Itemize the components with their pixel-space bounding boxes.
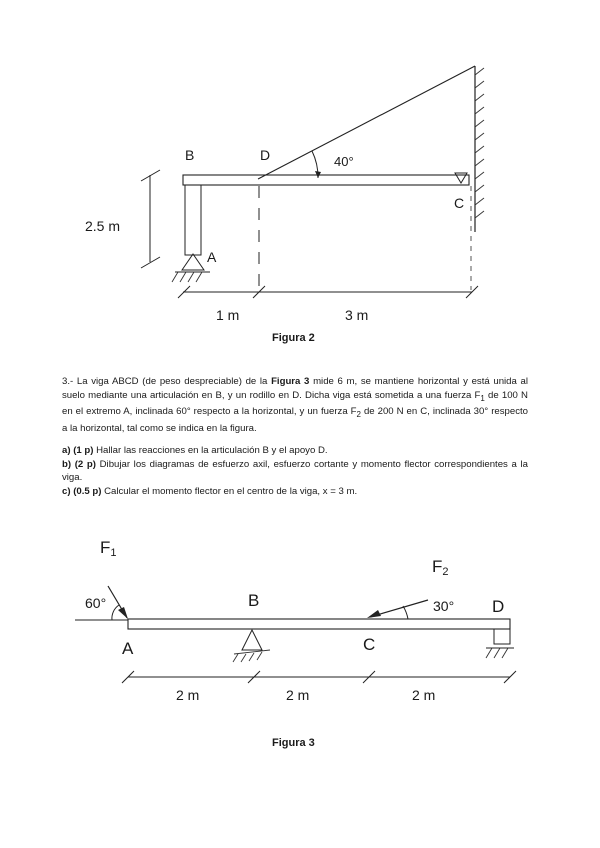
label-dim-cd: 2 m	[412, 687, 436, 703]
label-f1: F1	[100, 538, 117, 559]
angle-arc-30	[403, 606, 408, 619]
label-height: 2.5 m	[85, 218, 121, 234]
label-a: A	[207, 249, 217, 265]
column-ab	[185, 185, 201, 255]
label-dim-bc: 2 m	[286, 687, 310, 703]
label-f2: F2	[432, 557, 449, 578]
label-b: B	[185, 147, 195, 163]
ground-hatching-b	[233, 650, 270, 662]
cable	[258, 66, 475, 179]
support-a	[182, 254, 204, 270]
ground-hatching-a	[172, 272, 202, 282]
label-angle-60: 60°	[85, 595, 107, 611]
label-angle-30: 30°	[433, 598, 455, 614]
beam-abcd	[128, 619, 510, 629]
label-b: B	[248, 591, 260, 610]
wall-hatching	[475, 68, 484, 218]
figure-3-diagram	[0, 520, 600, 848]
question-c: c) (0.5 p) Calcular el momento flector en el centro de la viga, x = 3 m.	[62, 485, 358, 497]
ground-hatching-d	[486, 648, 508, 658]
support-d	[494, 629, 510, 644]
label-dim-3m: 3 m	[345, 307, 369, 323]
beam-bd	[183, 175, 469, 185]
label-a: A	[122, 639, 134, 658]
angle-arc-60	[112, 605, 119, 620]
label-angle-40: 40°	[334, 154, 354, 169]
label-dim-1m: 1 m	[216, 307, 240, 323]
figure-3-caption: Figura 3	[272, 737, 315, 749]
support-b	[242, 630, 262, 650]
label-d: D	[492, 597, 505, 616]
problem-statement	[62, 375, 528, 499]
label-d: D	[260, 147, 271, 163]
label-dim-ab: 2 m	[176, 687, 200, 703]
problem-intro: 3.- La viga ABCD (de peso despreciable) de la Figura 3 mide 6 m, se mantiene horizontal y está unida al suelo mediante una articulación en B, y un rodillo en D. Dicha viga está sometida a una fuerza $F_1$ de 100 N en el extremo A, inclinada 60° respecto a la horizontal, y un fuerza $F_2$ de 200 N en C, inclinada 30° respecto a la horizontal, tal como se indica en la figura.	[62, 376, 528, 434]
label-c: C	[363, 635, 376, 654]
question-b: b) (2 p) Dibujar los diagramas de esfuerzo axil, esfuerzo cortante y momento flector correspondientes a la viga.	[62, 458, 528, 484]
figure-2-diagram	[0, 0, 600, 360]
figure-2-caption: Figura 2	[272, 332, 315, 344]
question-a: a) (1 p) Hallar las reacciones en la articulación B y el apoyo D.	[62, 445, 328, 457]
label-c: C	[454, 195, 465, 211]
